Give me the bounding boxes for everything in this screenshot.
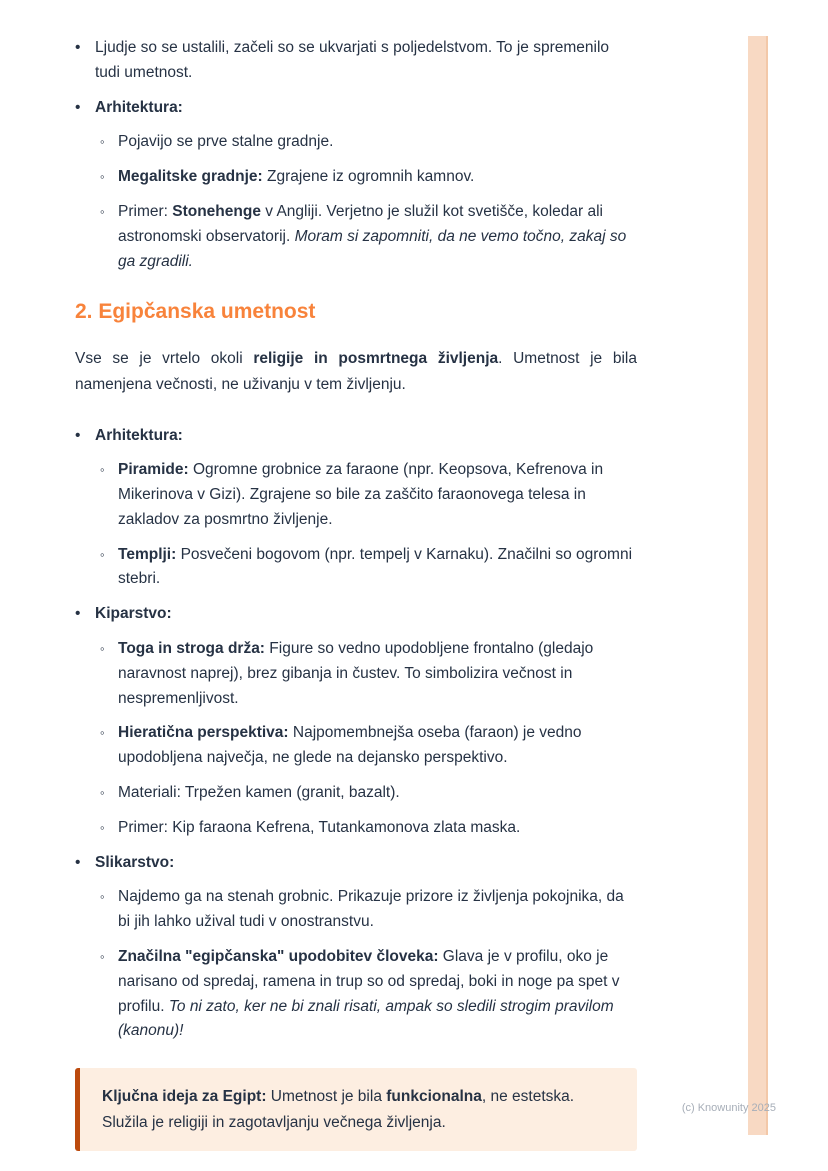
- bullet-circle-icon: ◦: [100, 546, 105, 562]
- text-run: Pojavijo se prve stalne gradnje.: [118, 133, 334, 151]
- top-list: [75, 36, 637, 274]
- list-item-text: [118, 885, 637, 935]
- text-run: Vse se je vrtelo okoli: [75, 350, 254, 368]
- list-item: [100, 945, 637, 1044]
- bullet-circle-icon: ◦: [100, 203, 105, 219]
- text-run: Najdemo ga na stenah grobnic. Prikazuje prizore iz življenja pokojnika, da bi jih lahko užival tudi v onostranstvu.: [118, 888, 624, 931]
- text-run: Primer:: [118, 202, 173, 220]
- bullet-circle-icon: ◦: [100, 462, 105, 478]
- document-page: [75, 36, 637, 1151]
- bullet-circle-icon: ◦: [100, 725, 105, 741]
- list-item: [100, 543, 637, 593]
- bullet-disc-icon: •: [75, 39, 81, 56]
- bold-text-run: Toga in stroga drža:: [118, 640, 265, 658]
- text-run: Umetnost je bila: [266, 1088, 387, 1106]
- italic-text-run: Moram si zapomniti, da ne vemo točno, zakaj so ga zgradili.: [118, 227, 627, 270]
- list-item-text: [95, 424, 637, 449]
- text-run: Materiali: Trpežen kamen (granit, bazalt).: [118, 784, 400, 802]
- bullet-circle-icon: ◦: [100, 641, 105, 657]
- list-item-text: [118, 721, 637, 771]
- bold-text-run: Kiparstvo:: [95, 605, 172, 623]
- list-item-text: [95, 851, 637, 876]
- bullet-circle-icon: ◦: [100, 134, 105, 150]
- list-item-text: [118, 165, 637, 190]
- list-item: [100, 200, 637, 274]
- bullet-disc-icon: •: [75, 853, 81, 871]
- bold-text-run: Stonehenge: [172, 202, 261, 220]
- list-item: [100, 721, 637, 771]
- text-run: Primer: Kip faraona Kefrena, Tutankamonova zlata maska.: [118, 818, 521, 836]
- bullet-disc-icon: •: [75, 426, 81, 444]
- bold-text-run: Arhitektura:: [95, 98, 183, 116]
- list-item-text: [118, 200, 637, 274]
- text-run: Zgrajene iz ogromnih kamnov.: [262, 168, 475, 186]
- list-item-text: [118, 637, 637, 711]
- list-item: [75, 602, 637, 627]
- list-item-text: [118, 543, 637, 593]
- bold-text-run: Ključna ideja za Egipt:: [102, 1088, 267, 1106]
- list-item: [75, 36, 637, 86]
- list-item-text: [118, 458, 637, 532]
- bold-text-run: Značilna "egipčanska" upodobitev človeka:: [118, 948, 439, 966]
- text-run: Ogromne grobnice za faraone (npr. Keopsova, Kefrenova in Mikerinova v Gizi). Zgrajene so bile za zaščito faraonovega telesa in zakladov za posmrtno življenje.: [118, 461, 604, 528]
- bullet-disc-icon: •: [75, 605, 81, 623]
- list-item-text: [118, 945, 637, 1044]
- bullet-circle-icon: ◦: [100, 785, 105, 801]
- bullet-circle-icon: ◦: [100, 889, 105, 905]
- bold-text-run: Hieratična perspektiva:: [118, 724, 289, 742]
- list-item-text: [95, 36, 637, 86]
- bold-text-run: Arhitektura:: [95, 426, 183, 444]
- list-item: [75, 424, 637, 449]
- text-run: Ljudje so se ustalili, začeli so se ukvarjati s poljedelstvom. To je spremenilo tudi umetnost.: [95, 39, 610, 81]
- bold-text-run: funkcionalna: [386, 1088, 482, 1106]
- list-item: [100, 637, 637, 711]
- list-item: [100, 781, 637, 806]
- bold-text-run: Templji:: [118, 545, 177, 563]
- bullet-circle-icon: ◦: [100, 949, 105, 965]
- bullet-circle-icon: ◦: [100, 169, 105, 185]
- bullet-disc-icon: •: [75, 98, 81, 116]
- text-run: Posvečeni bogovom (npr. tempelj v Karnaku). Značilni so ogromni stebri.: [118, 545, 633, 588]
- italic-text-run: To ni zato, ker ne bi znali risati, ampak so sledili strogim pravilom (kanonu)!: [118, 997, 614, 1040]
- list-item: [100, 885, 637, 935]
- list-item-text: [95, 96, 637, 121]
- list-item: [75, 851, 637, 876]
- list-item: [75, 96, 637, 121]
- callout-text: [102, 1084, 615, 1135]
- bold-text-run: Piramide:: [118, 461, 189, 479]
- section-heading: 2. Egipčanska umetnost: [75, 300, 316, 324]
- text-run: Najpomembnejša oseba (faraon) je vedno upodobljena največja, ne glede na dejansko perspektivo.: [118, 724, 582, 767]
- copyright-note: (c) Knowunity 2025: [681, 1102, 776, 1114]
- bold-text-run: Megalitske gradnje:: [118, 168, 263, 186]
- section-intro-paragraph: [75, 346, 637, 397]
- bullet-circle-icon: ◦: [100, 819, 105, 835]
- bold-text-run: religije in posmrtnega življenja: [253, 350, 499, 368]
- list-item-text: [95, 602, 637, 627]
- text-run: Glava je v profilu, oko je narisano od spredaj, ramena in trup so od spredaj, boki in noge pa spet v profilu.: [118, 948, 620, 1015]
- list-item: [100, 165, 637, 190]
- list-item-text: [118, 816, 637, 841]
- text-run: Figure so vedno upodobljene frontalno (gledajo naravnost naprej), brez gibanja in čustev. To simbolizira večnost in nespremenljivost.: [118, 640, 594, 707]
- list-item: [100, 130, 637, 155]
- page-edge-stripe: [748, 36, 768, 1135]
- text-run: . Umetnost je bila namenjena večnosti, ne uživanju v tem življenju.: [75, 350, 637, 393]
- list-item-text: [118, 130, 637, 155]
- main-list: [75, 424, 637, 1045]
- list-item: [100, 816, 637, 841]
- text-run: v Angliji. Verjetno je služil kot svetišče, koledar ali astronomski observatorij.: [118, 202, 603, 245]
- bold-text-run: Slikarstvo:: [95, 853, 175, 871]
- list-item: [100, 458, 637, 532]
- text-run: , ne estetska. Služila je religiji in zagotavljanju večnega življenja.: [102, 1088, 575, 1131]
- key-idea-callout: [75, 1068, 637, 1151]
- list-item-text: [118, 781, 637, 806]
